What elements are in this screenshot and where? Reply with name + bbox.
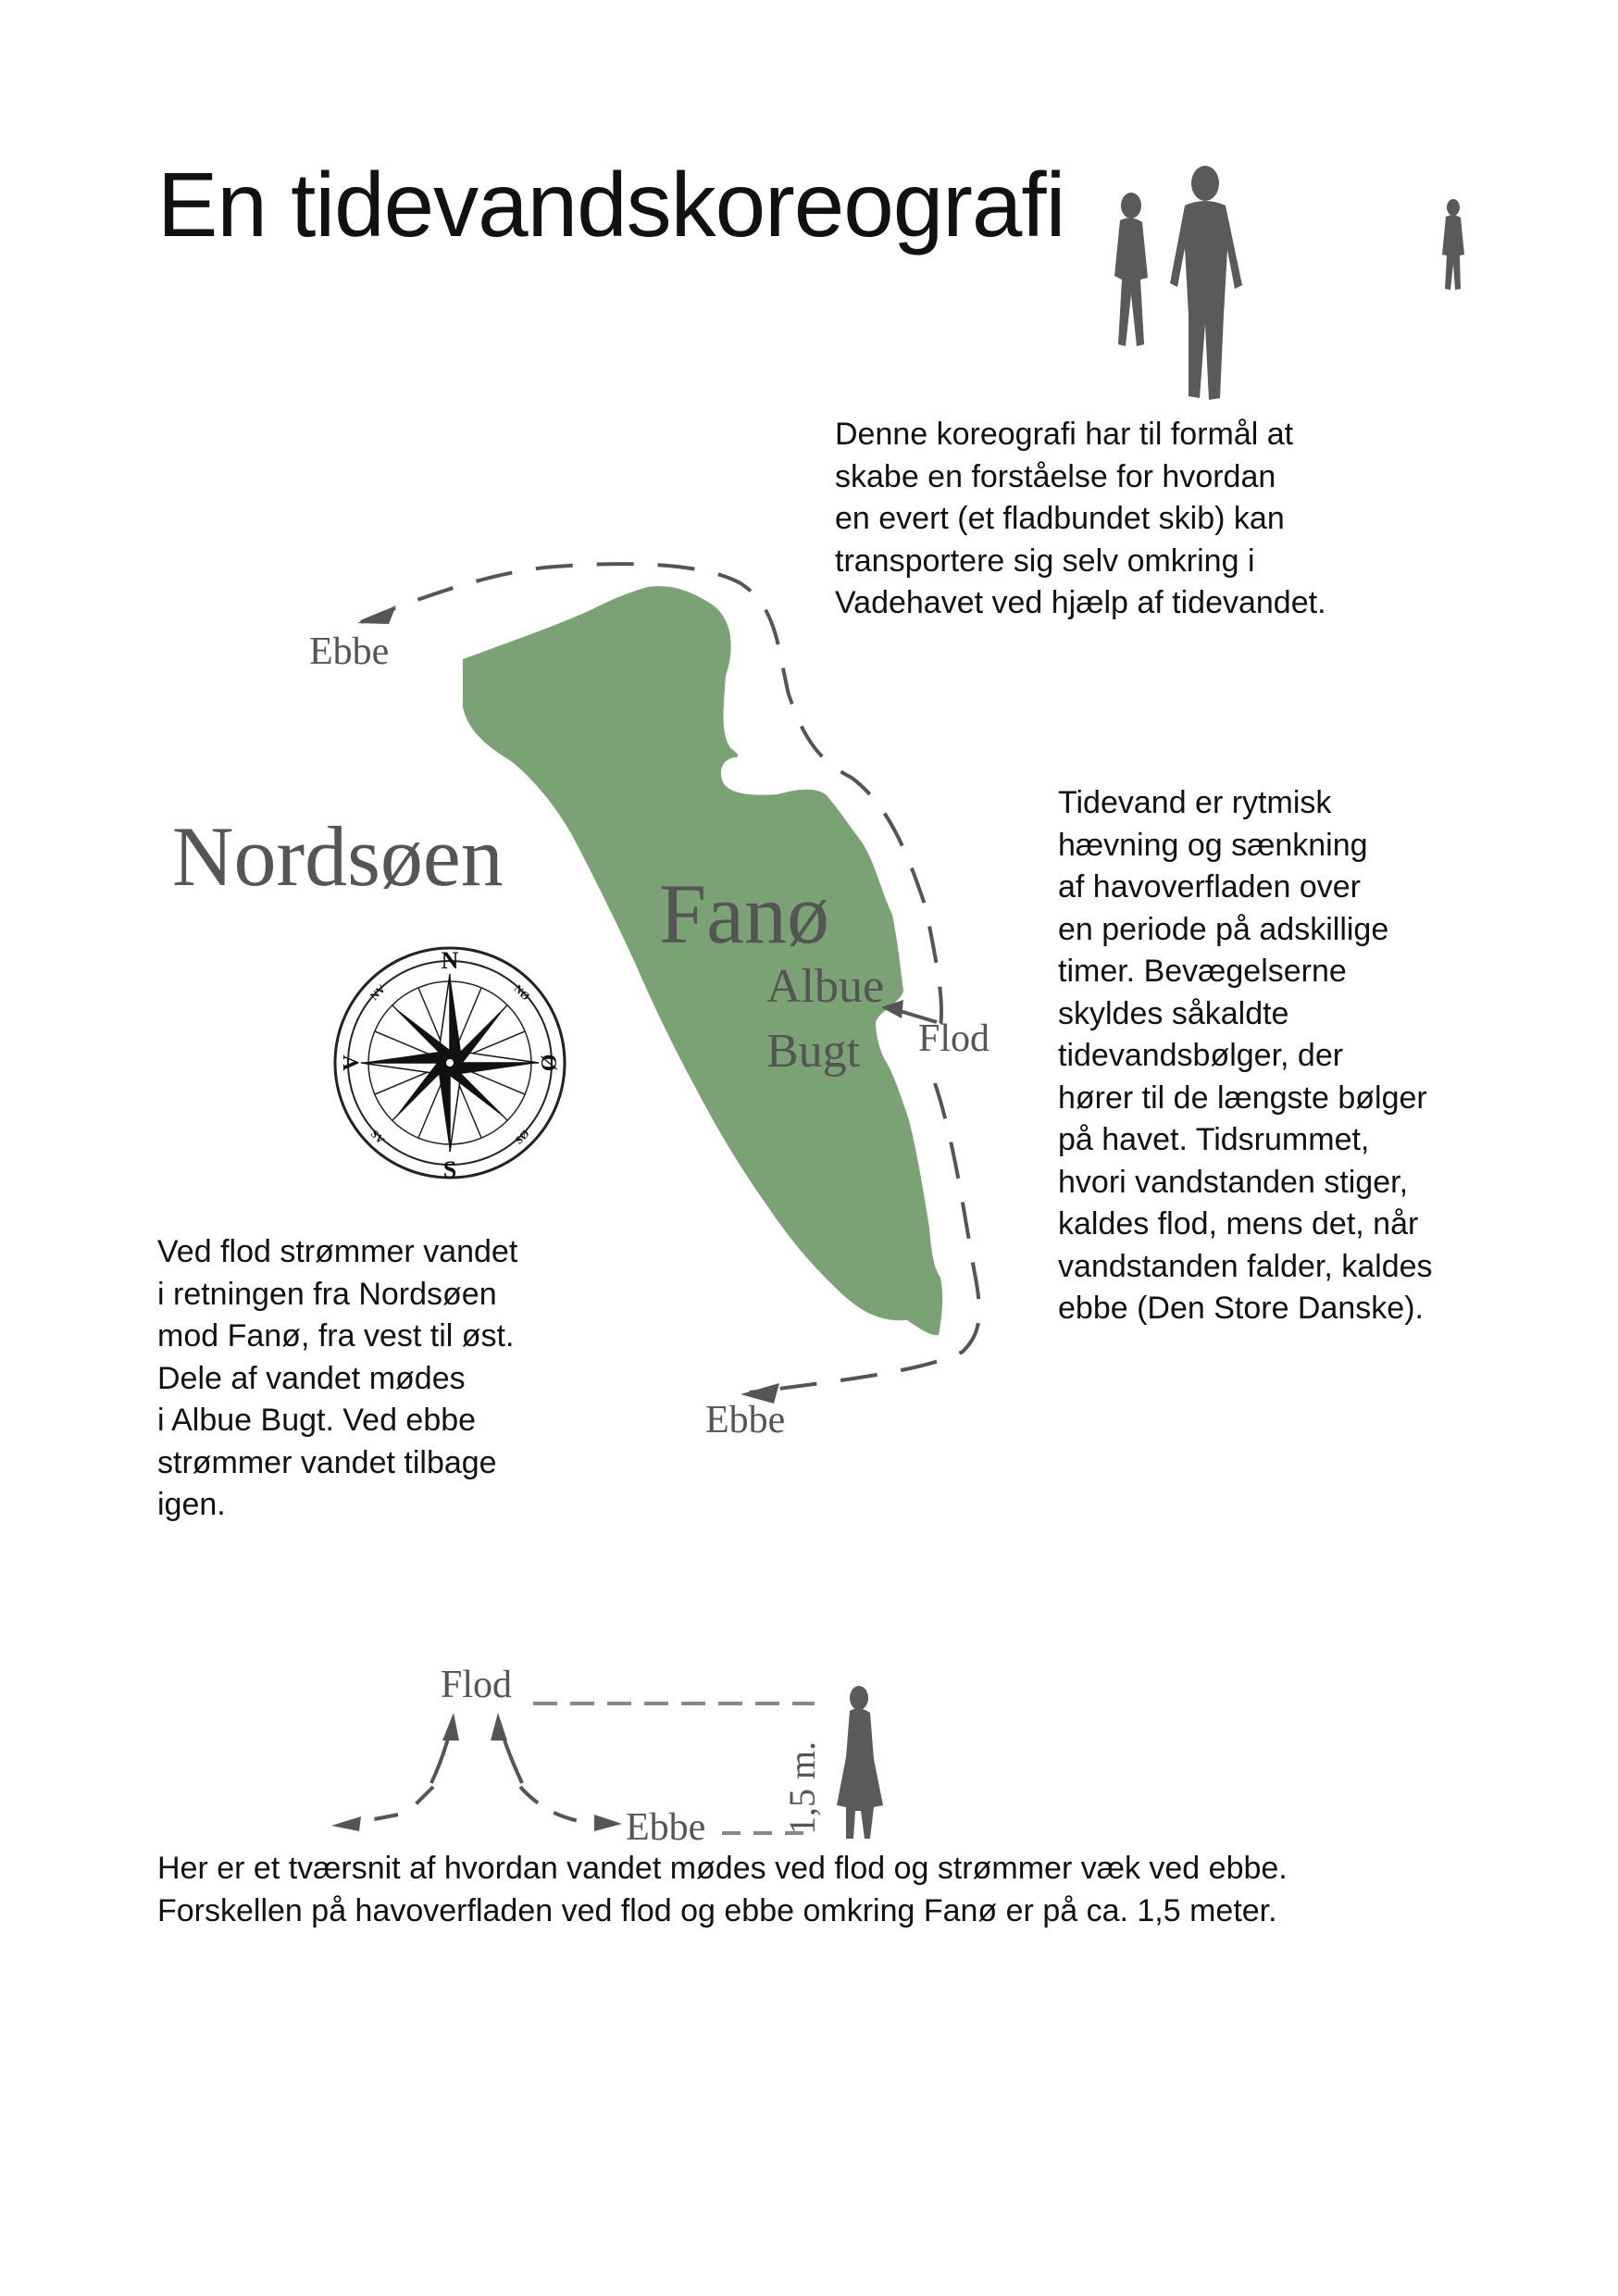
compass-e: Ø xyxy=(536,1054,560,1072)
ebbe-north-label: Ebbe xyxy=(309,630,390,673)
tide-line: på havet. Tidsrummet, xyxy=(1058,1122,1370,1157)
compass-nw: NV xyxy=(367,981,389,1004)
bay-label-line1: Albue xyxy=(766,960,885,1013)
compass-ne: NØ xyxy=(511,981,533,1004)
cross-flod-label: Flod xyxy=(441,1664,513,1706)
cross-right-arrowhead xyxy=(594,1815,622,1831)
tide-line: ebbe (Den Store Danske). xyxy=(1058,1291,1424,1326)
tide-line: en periode på adskillige xyxy=(1058,911,1389,947)
intro-line: transportere sig selv omkring i xyxy=(835,543,1255,579)
tide-line: tidevandsbølger, der xyxy=(1058,1038,1344,1073)
intro-line: skabe en forståelse for hvordan xyxy=(835,458,1276,494)
tide-line: kaldes flod, mens det, når xyxy=(1058,1206,1419,1242)
tide-line: timer. Bevægelserne xyxy=(1058,954,1347,989)
flow-line: igen. xyxy=(157,1487,226,1522)
flow-line: strømmer vandet tilbage xyxy=(157,1444,497,1480)
cross-right-up-arrowhead xyxy=(491,1713,507,1741)
cross-left-arrowhead xyxy=(331,1816,361,1831)
tide-line: hævning og sænkning xyxy=(1058,827,1368,863)
scale-person-silhouette xyxy=(837,1686,883,1839)
height-label: 1,5 m. xyxy=(781,1741,823,1835)
compass-se: SØ xyxy=(512,1127,532,1147)
page-title: En tidevandskoreografi xyxy=(157,154,1065,256)
cross-section-caption xyxy=(157,1848,1288,1932)
flod-label: Flod xyxy=(918,1017,990,1060)
tide-line: hører til de længste bølger xyxy=(1058,1079,1427,1116)
sea-label: Nordsøen xyxy=(172,809,504,904)
compass-n: N xyxy=(441,947,459,974)
flow-line: i retningen fra Nordsøen xyxy=(157,1276,497,1312)
cross-line: Forskellen på havoverfladen ved flod og ebbe omkring Fanø er på ca. 1,5 meter. xyxy=(157,1892,1277,1928)
tide-line: Tidevand er rytmisk xyxy=(1058,785,1332,820)
intro-line: Vadehavet ved hjælp af tidevandet. xyxy=(835,585,1326,620)
cross-line: Her er et tværsnit af hvordan vandet mødes ved flod og strømmer væk ved ebbe. xyxy=(157,1851,1288,1886)
island-label: Fanø xyxy=(659,867,829,961)
cross-right-route xyxy=(520,1787,583,1822)
tide-line: vandstanden falder, kaldes xyxy=(1058,1248,1433,1284)
tide-line: af havoverfladen over xyxy=(1058,869,1361,905)
cross-ebbe-label: Ebbe xyxy=(626,1806,706,1849)
ebbe-south-label: Ebbe xyxy=(705,1399,786,1441)
bay-label-line2: Bugt xyxy=(766,1025,861,1078)
flow-line: i Albue Bugt. Ved ebbe xyxy=(157,1403,477,1438)
compass-w: V xyxy=(340,1054,364,1071)
cross-left-up-arrowhead xyxy=(442,1713,459,1741)
intro-line: en evert (et fladbundet skib) kan xyxy=(835,501,1285,536)
compass-s: S xyxy=(442,1156,457,1183)
tide-line: hvori vandstanden stiger, xyxy=(1058,1164,1409,1200)
tide-line: skyldes såkaldte xyxy=(1058,995,1289,1031)
intro-line: Denne koreografi har til formål at xyxy=(835,417,1294,452)
compass-sw: SV xyxy=(367,1127,388,1147)
flow-line: mod Fanø, fra vest til øst. xyxy=(157,1318,515,1354)
flow-line: Ved flod strømmer vandet xyxy=(157,1234,518,1269)
flow-line: Dele af vandet mødes xyxy=(157,1360,466,1396)
